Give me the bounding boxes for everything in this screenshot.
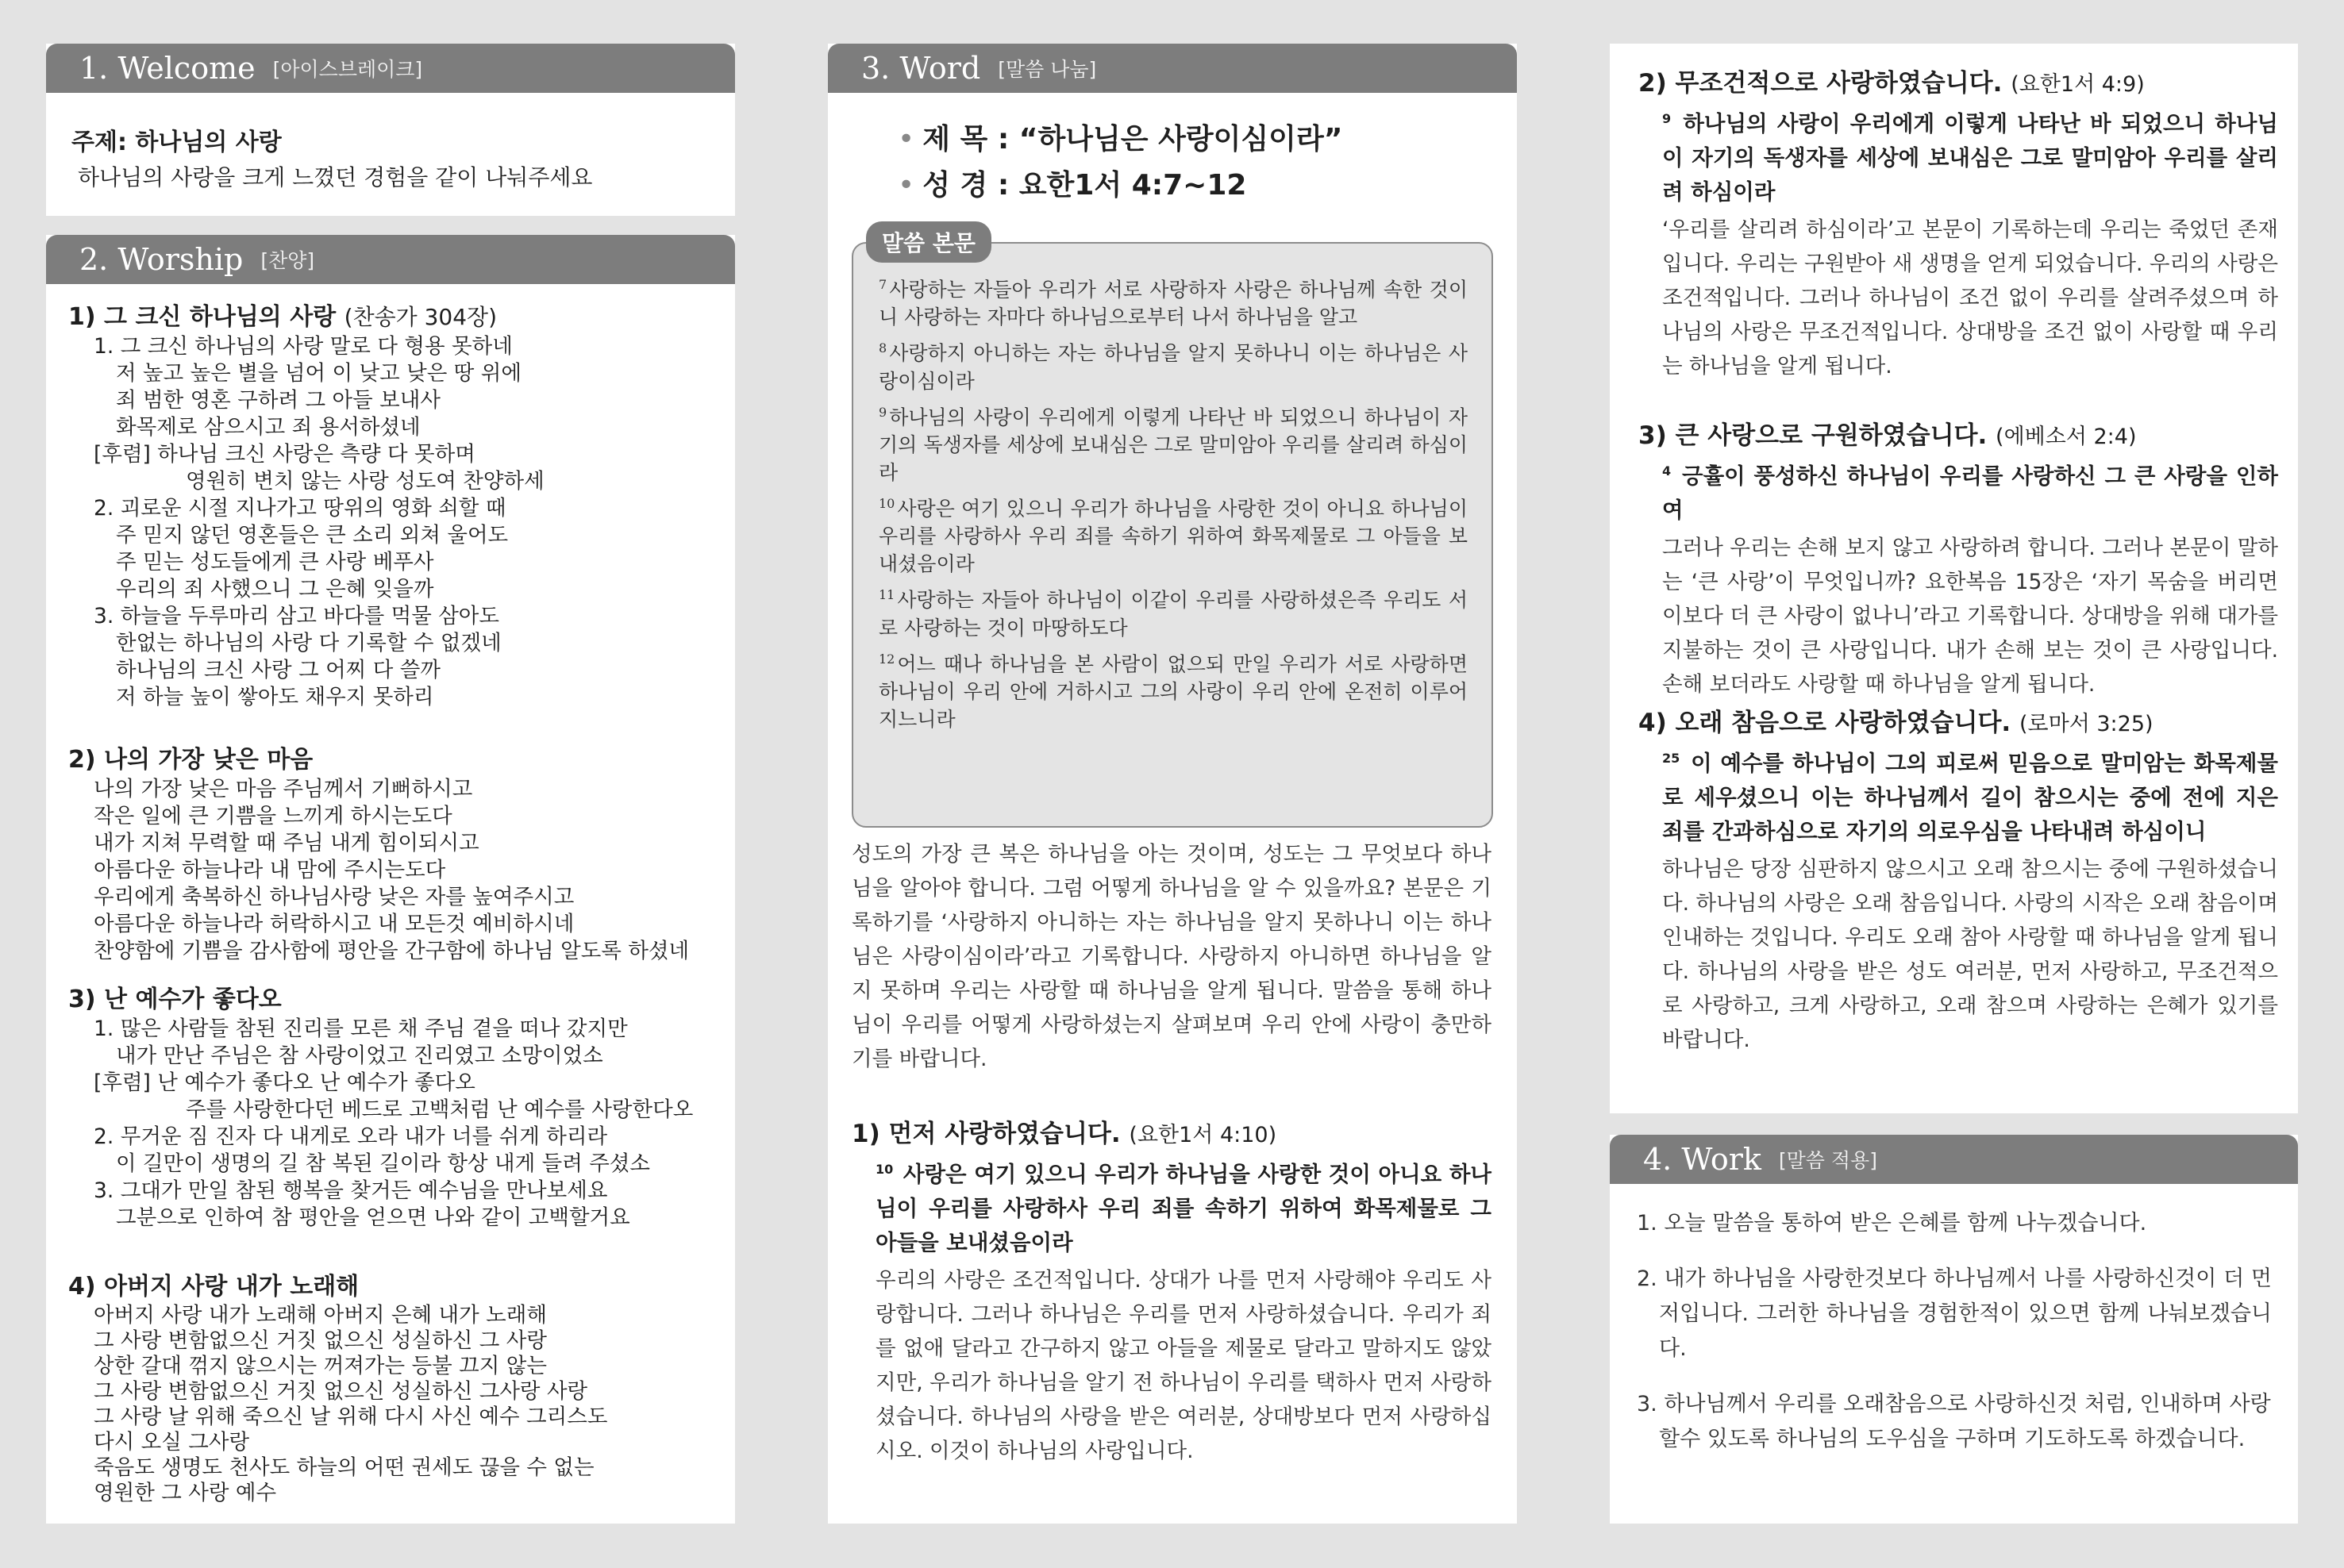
lyric-line: 그 사랑 변함없으신 거짓 없으신 성실하신 그 사랑 — [94, 1328, 547, 1353]
work-subtitle: [말씀 적용] — [1778, 1149, 1877, 1172]
lyric-line: [후렴] 하나님 크신 사랑은 측량 다 못하며 — [94, 442, 475, 467]
point-body: 그러나 우리는 손해 보지 않고 사랑하려 합니다. 그러나 본문이 말하는 ‘큰 사랑’이 무엇입니까? 요한복음 15장은 ‘자기 목숨을 버리면 이보다 더 큰 사랑이 없나니’라고 기록합니다. 상대방을 위해 대가를 지불하는 것이 큰 사랑입니다. 내가 손해 보는 것이 큰 사랑입니다. 손해 보더라도 사랑할 때 하나님을 알게 됩니다. — [1662, 536, 2278, 698]
bullet-icon: • — [898, 123, 915, 156]
song-title: 2) 나의 가장 낮은 마음 — [68, 746, 314, 774]
song-lyrics — [68, 776, 689, 965]
lyric-line: 아름다운 하늘나라 내 맘에 주시는도다 — [94, 858, 446, 882]
lyric-line: 다시 오실 그사랑 — [94, 1430, 250, 1455]
work-panel — [1610, 1135, 2298, 1524]
song-1 — [68, 297, 545, 711]
scripture-verse: $^{10}$ 사랑은 여기 있으니 우리가 하나님을 사랑한 것이 아니요 하나님이 우리를 사랑하사 우리 죄를 속하기 위하여 화목제물로 그 아들을 보내셨음이라 — [879, 495, 1468, 576]
worship-panel — [46, 235, 735, 1524]
sermon-point-4 — [1638, 702, 2278, 1057]
song-title: 1) 그 크신 하나님의 사랑 (찬송가 304장) — [68, 303, 498, 331]
scripture-verse: $^8$ 사랑하지 아니하는 자는 하나님을 알지 못하나니 이는 하나님은 사랑이심이라 — [879, 340, 1468, 393]
lyric-line: 3. 하늘을 두루마리 삼고 바다를 먹물 삼아도 — [94, 604, 500, 628]
point-title: 2) 무조건적으로 사랑하였습니다. (요한1서 4:9) — [1638, 69, 2145, 98]
lyric-line: 우리의 죄 사했으니 그 은혜 잊을까 — [116, 577, 434, 601]
word-continued-panel — [1610, 44, 2298, 1113]
lyric-line: 내가 만난 주님은 참 사랑이었고 진리였고 소망이었소 — [116, 1043, 603, 1068]
lyric-line: 나의 가장 낮은 마음 주님께서 기뻐하시고 — [94, 777, 473, 801]
worship-title: 2. Worship — [79, 242, 244, 277]
word-title: 3. Word — [861, 51, 981, 86]
welcome-title: 1. Welcome — [79, 51, 256, 86]
welcome-header — [46, 44, 735, 93]
point-title: 1) 먼저 사랑하였습니다. (요한1서 4:10) — [852, 1120, 1277, 1148]
scripture-verse: $^7$ 사랑하는 자들아 우리가 서로 사랑하자 사랑은 하나님께 속한 것이니 사랑하는 자마다 하나님으로부터 나서 하나님을 알고 — [879, 277, 1468, 329]
scripture-tag: 말씀 본문 — [866, 221, 991, 263]
scripture-verse: $^{12}$ 어느 때나 하나님을 본 사람이 없으되 만일 우리가 서로 사랑하면 하나님이 우리 안에 거하시고 그의 사랑이 우리 안에 온전히 이루어지느니라 — [879, 651, 1468, 731]
welcome-subtitle: [아이스브레이크] — [272, 58, 423, 81]
song-title: 3) 난 예수가 좋다오 — [68, 986, 282, 1013]
work-item: 3. 하나님께서 우리를 오래참음으로 사랑하신것 처럼, 인내하며 사랑할수 있도록 하나님의 도우심을 구하며 기도하도록 하겠습니다. — [1637, 1392, 2271, 1451]
lyric-line: 우리에게 축복하신 하나님사랑 낮은 자를 높여주시고 — [94, 885, 575, 909]
scripture-box — [852, 242, 1493, 828]
lyric-line: 아름다운 하늘나라 허락하시고 내 모든것 예비하시네 — [94, 912, 575, 936]
bullet-icon: • — [898, 169, 915, 202]
song-lyrics — [68, 333, 545, 711]
lyric-line: 한없는 하나님의 사랑 다 기록할 수 없겠네 — [116, 631, 502, 655]
lyric-line: 아버지 사랑 내가 노래해 아버지 은혜 내가 노래해 — [94, 1303, 547, 1328]
work-list — [1637, 1206, 2272, 1457]
lyric-line: 2. 괴로운 시절 지나가고 땅위의 영화 쇠할 때 — [94, 496, 506, 521]
song-2 — [68, 740, 689, 965]
lyric-line: 저 높고 높은 별을 넘어 이 낮고 낮은 땅 위에 — [116, 361, 522, 386]
work-item: 1. 오늘 말씀을 통하여 받은 은혜를 함께 나누겠습니다. — [1637, 1211, 2147, 1236]
song-title: 4) 아버지 사랑 내가 노래해 — [68, 1273, 360, 1301]
work-header — [1610, 1135, 2298, 1184]
point-verse: $^9$ 하나님의 사랑이 우리에게 이렇게 나타난 바 되었으니 하나님이 자기의 독생자를 세상에 보내심은 그로 말미암아 우리를 살리려 하심이라 — [1662, 111, 2278, 206]
sermon-point-2 — [1638, 63, 2278, 383]
sermon-intro: 성도의 가장 큰 복은 하나님을 아는 것이며, 성도는 그 무엇보다 하나님을 알아야 합니다. 그럼 어떻게 하나님을 알 수 있을까요? 본문은 기록하기를 ‘사랑하지 아니하는 자는 하나님을 알지 못하나니 이는 하나님은 사랑이심이라’라고 기록합니다. 사랑하지 아니하면 하나님을 알지 못하며 우리는 사랑할 때 하나님을 알게 됩니다. 말씀을 통해 하나님이 우리를 어떻게 사랑하셨는지 살펴보며 우리 안에 사랑이 충만하기를 바랍니다. — [852, 842, 1491, 1071]
point-title: 3) 큰 사랑으로 구원하였습니다. (에베소서 2:4) — [1638, 421, 2137, 450]
lyric-line: 그 사랑 변함없으신 거짓 없으신 성실하신 그사랑 사랑 — [94, 1379, 588, 1404]
lyric-line: 1. 그 크신 하나님의 사랑 말로 다 형용 못하네 — [94, 334, 513, 359]
lyric-line: 그분으로 인하여 참 평안을 얻으면 나와 같이 고백할거요 — [116, 1205, 630, 1230]
sermon-scripture: • 성 경 : 요한1서 4:7~12 — [898, 169, 1247, 202]
song-lyrics — [68, 1016, 693, 1232]
lyric-line: 상한 갈대 꺾지 않으시는 꺼져가는 등불 끄지 않는 — [94, 1354, 547, 1378]
lyric-line: 영원히 변치 않는 사랑 성도여 찬양하세 — [186, 469, 545, 494]
lyric-line: 찬양함에 기쁨을 감사함에 평안을 간구함에 하나님 알도록 하셨네 — [94, 939, 690, 963]
word-header — [828, 44, 1517, 93]
welcome-prompt: 하나님의 사랑을 크게 느꼈던 경험을 같이 나눠주세요 — [78, 164, 593, 190]
lyric-line: 그 사랑 날 위해 죽으신 날 위해 다시 사신 예수 그리스도 — [94, 1405, 608, 1429]
lyric-line: 1. 많은 사람들 참된 진리를 모른 채 주님 곁을 떠나 갔지만 — [94, 1017, 628, 1041]
point-title: 4) 오래 참음으로 사랑하였습니다. (로마서 3:25) — [1638, 709, 2153, 737]
lyric-line: 내가 지쳐 무력할 때 주님 내게 힘이되시고 — [94, 831, 479, 855]
sermon-subject: • 제 목 : “하나님은 사랑이심이라” — [898, 123, 1343, 156]
point-body: 우리의 사랑은 조건적입니다. 상대가 나를 먼저 사랑해야 우리도 사랑합니다. 그러나 하나님은 우리를 먼저 사랑하셨습니다. 우리가 죄를 없애 달라고 간구하지 않고 아들을 제물로 달라고 말하지도 않았지만, 우리가 하나님을 알기 전 하나님이 우리를 택하사 먼저 사랑하셨습니다. 하나님의 사랑을 받은 여러분, 상대방보다 먼저 사랑하십시오. 이것이 하나님의 사랑입니다. — [876, 1268, 1491, 1464]
welcome-panel — [46, 44, 735, 216]
lyric-line: 이 길만이 생명의 길 참 복된 길이라 항상 내게 들려 주셨소 — [116, 1151, 651, 1176]
work-title: 4. Work — [1643, 1142, 1761, 1177]
lyric-line: 주를 사랑한다던 베드로 고백처럼 난 예수를 사랑한다오 — [186, 1097, 694, 1122]
lyric-line: 화목제로 삼으시고 죄 용서하셨네 — [116, 415, 421, 440]
point-verse: $^{25}$ 이 예수를 하나님이 그의 피로써 믿음으로 말미암는 화목제물로 세우셨으니 이는 하나님께서 길이 참으시는 중에 전에 지은 죄를 간과하심으로 자기의 의로우심을 나타내려 하심이니 — [1662, 751, 2278, 845]
point-verse: $^4$ 긍휼이 풍성하신 하나님이 우리를 사랑하신 그 큰 사랑을 인하여 — [1662, 463, 2278, 524]
lyric-line: 죄 범한 영혼 구하려 그 아들 보내사 — [116, 388, 441, 413]
song-3 — [68, 979, 693, 1232]
lyric-line: 주 믿는 성도들에게 큰 사랑 베푸사 — [116, 550, 434, 575]
point-verse: $^{10}$ 사랑은 여기 있으니 우리가 하나님을 사랑한 것이 아니요 하나님이 우리를 사랑하사 우리 죄를 속하기 위하여 화목제물로 그 아들을 보내셨음이라 — [876, 1162, 1491, 1256]
lyric-line: 작은 일에 큰 기쁨을 느끼게 하시는도다 — [94, 804, 452, 828]
sermon-point-1 — [852, 1113, 1491, 1468]
worship-subtitle: [찬양] — [260, 249, 315, 272]
song-lyrics — [68, 1303, 607, 1506]
lyric-line: 2. 무거운 짐 진자 다 내게로 오라 내가 너를 쉬게 하리라 — [94, 1124, 608, 1149]
lyric-line: 영원한 그 사랑 예수 — [94, 1481, 277, 1505]
song-4 — [68, 1266, 607, 1506]
lyric-line: 3. 그대가 만일 참된 행복을 찾거든 예수님을 만나보세요 — [94, 1178, 608, 1203]
lyric-line: 죽음도 생명도 천사도 하늘의 어떤 권세도 끊을 수 없는 — [94, 1455, 595, 1480]
point-body: 하나님은 당장 심판하지 않으시고 오래 참으시는 중에 구원하셨습니다. 하나님의 사랑은 오래 참음입니다. 사랑의 시작은 오래 참음이며 인내하는 것입니다. 우리도 오래 참아 사랑할 때 하나님을 알게 됩니다. 하나님의 사랑을 받은 성도 여러분, 먼저 사랑하고, 무조건적으로 사랑하고, 크게 사랑하고, 오래 참으며 사랑하는 은혜가 있기를 바랍니다. — [1662, 857, 2278, 1053]
lyric-line: 저 하늘 높이 쌓아도 채우지 못하리 — [116, 685, 434, 709]
lyric-line: 주 믿지 않던 영혼들은 큰 소리 외쳐 울어도 — [116, 523, 509, 548]
lyric-line: 하나님의 크신 사랑 그 어찌 다 쓸까 — [116, 658, 441, 682]
lyric-line: [후렴] 난 예수가 좋다오 난 예수가 좋다오 — [94, 1070, 475, 1095]
work-item: 2. 내가 하나님을 사랑한것보다 하나님께서 나를 사랑하신것이 더 먼저입니다. 그러한 하나님을 경험한적이 있으면 함께 나눠보겠습니다. — [1637, 1266, 2272, 1361]
point-body: ‘우리를 살리려 하심이라’고 본문이 기록하는데 우리는 죽었던 존재입니다. 우리는 구원받아 새 생명을 얻게 되었습니다. 우리의 사랑은 조건적입니다. 그러나 하나님이 조건 없이 우리를 살려주셨으며 하나님의 사랑은 무조건적입니다. 상대방을 조건 없이 사랑할 때 우리는 하나님을 알게 됩니다. — [1662, 217, 2278, 379]
scripture-verse: $^{11}$ 사랑하는 자들아 하나님이 이같이 우리를 사랑하셨은즉 우리도 서로 사랑하는 것이 마땅하도다 — [879, 587, 1468, 640]
sermon-point-3 — [1638, 415, 2278, 701]
welcome-topic: 주제: 하나님의 사랑 — [71, 129, 282, 156]
scripture-verse: $^9$ 하나님의 사랑이 우리에게 이렇게 나타난 바 되었으니 하나님이 자기의 독생자를 세상에 보내심은 그로 말미암아 우리를 살리려 하심이라 — [879, 404, 1468, 484]
word-panel — [828, 44, 1517, 1524]
word-subtitle: [말씀 나눔] — [998, 58, 1097, 81]
worship-header — [46, 235, 735, 284]
